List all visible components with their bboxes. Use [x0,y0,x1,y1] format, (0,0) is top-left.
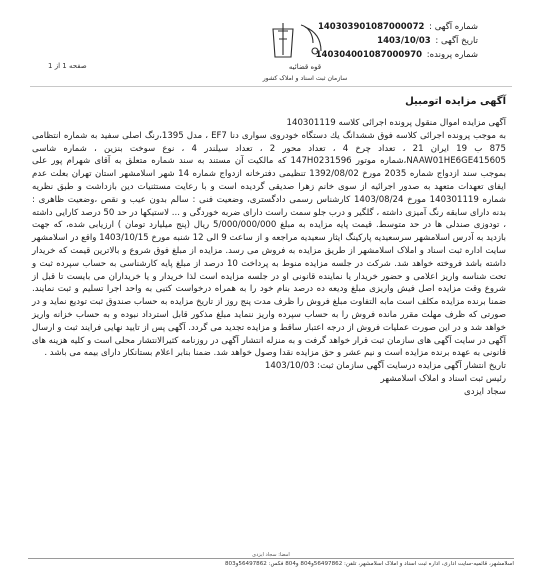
file-number-value: 140304001087000970 [315,50,423,60]
footer-address: اسلامشهر، قائمیه-سایت اداری، اداره ثبت اسناد و املاک اسلامشهر، تلفن: 56497862و804 و804 فکس: 56497862و803 [225,561,514,567]
registration-organization-logo [255,17,355,83]
footer-signature-note: امضا: سجاد ایزدی [252,552,290,558]
file-number-label: شماره پرونده: [426,50,478,60]
ad-title: آگهی مزایده اتومبیل [405,96,506,107]
header-divider [30,86,512,87]
signer-title: رئیس ثبت اسناد و املاک اسلامشهر [380,373,506,384]
ad-date-value: 1403/10/03 [377,36,431,46]
footer-divider [28,558,514,559]
ad-number-value: 140303901087000072 [317,22,425,32]
ad-date-label: تاریخ آگهی : [435,36,478,46]
ad-number-label: شماره آگهی : [429,22,478,32]
case-reference: آگهی مزایده اموال منقول پرونده اجرائی کلاسه 140301119 [286,118,506,128]
ad-body [32,117,506,399]
publish-date-line: تاریخ انتشار آگهی مزایده درسایت آگهی سازمان ثبت: 1403/10/03 [264,361,506,372]
signer-name: سجاد ایزدی [464,386,506,397]
page-indicator: صفحه 1 از 1 [48,62,87,70]
org-wordmark: قوه قضائیه [288,63,322,71]
org-subtitle: سازمان ثبت اسناد و املاک کشور [262,75,348,82]
auction-details: به موجب پرونده اجرائی کلاسه فوق ششدانگ یك دستگاه خودروی سواری دنا EF7 ، مدل 1395،رنگ اصلی سفید به شماره انتظامی 875 ب 19 ایران 21 ، تعداد چرخ 4 ، تعداد محور 2 ، تعداد سیلندر 4 ، نوع سوخت بنزین ، شماره شاسی NAAW01HE6GE415605،شماره موتور 147H0231596 که مالکیت آن مستند به سند شماره متعلق به آقای شهرام پور علی بموجب سند ازدواج شماره 2035 مورخ 1392/08/02 تنظیمی دفترخانه ازدواج شماره 14 شهر اسلامشهر استان تهران بعلت عدم ایفای تعهدات متعهد به صدور اجرائیه از سوی خانم زهرا صدیقی گردیده است و با رعایت مستثنیات دین بازداشت و طبق نظریه شماره 140301119 مورخ 1403/08/24 کارشناس رسمی دادگستری، وضعیت فنی : سالم بدون عیب و نقص ،وضعیت ظاهری : بدنه دارای سابقه رنگ آمیزی داشته ، گلگیر و درب جلو سمت راست دارای ضربه خوردگی و ... لاستیکها در حد 50 درصد کارایی داشته ، تودوزی صندلی ها در حد متوسط. قیمت پایه مزایده به مبلغ 5/000/000/000 ریال (پنج میلیارد تومان ) ارزیابی شده، که جهت بازدید به آدرس اسلامشهر سرسعیدیه پارکینگ ایثار سعیدیه مراجعه و از ساعت 9 الی 12 شنبه مورخ 1403/10/15 واقع در اسلامشهر سایت اداره ثبت اسناد و املاک اسلامشهر از طریق مزایده به فروش می رسد. مزایده از مبلغ فوق شروع و بالاترین قیمت که خریدار داشته باشد فروخته خواهد شد. شرکت در جلسه مزایده منوط به پرداخت 10 درصد از مبلغ پایه کارشناسی به حساب سپرده ثبت و تحت شناسه واریز اعلامی و حضور خریدار یا نماینده قانونی او در جلسه مزایده است لذا خریدار و یا خریداران می بایست تا قبل از شروع وقت مزایده اصل فیش واریزی مبلغ ودیعه ده درصد بنام خود را به همراه درخواست کتبی به واحد اجرا تسلیم و ثبت نمایند. ضمنا برنده مزایده مکلف است مابه التفاوت مبلغ فروش را ظرف مدت پنج روز از تاریخ مزایده به حساب صندوق ثبت تودیع نماید و در صورتی که ظرف مهلت مقرر مانده فروش را به حساب سپرده واریز ننماید مبلغ مذکور قابل استرداد نبوده و به حساب خزانه واریز خواهد شد و در این صورت عملیات فروش از درجه اعتبار ساقط و مزایده تجدید می گردد. آگهی پس از تایید نهایی فرایند ثبت و ارسال آگهی در سایت آگهی های سازمان ثبت قرار خواهد گرفت و به منزله انتشار آگهی در روزنامه کثیرالانتشار محلی است و کلیه هزینه های قانونی به عهده برنده مزایده است و نیم عشر و حق مزایده نقدا وصول خواهد شد. ضمنا بنابر اعلام بستانکار دارای بیمه می باشد . [32,130,507,359]
